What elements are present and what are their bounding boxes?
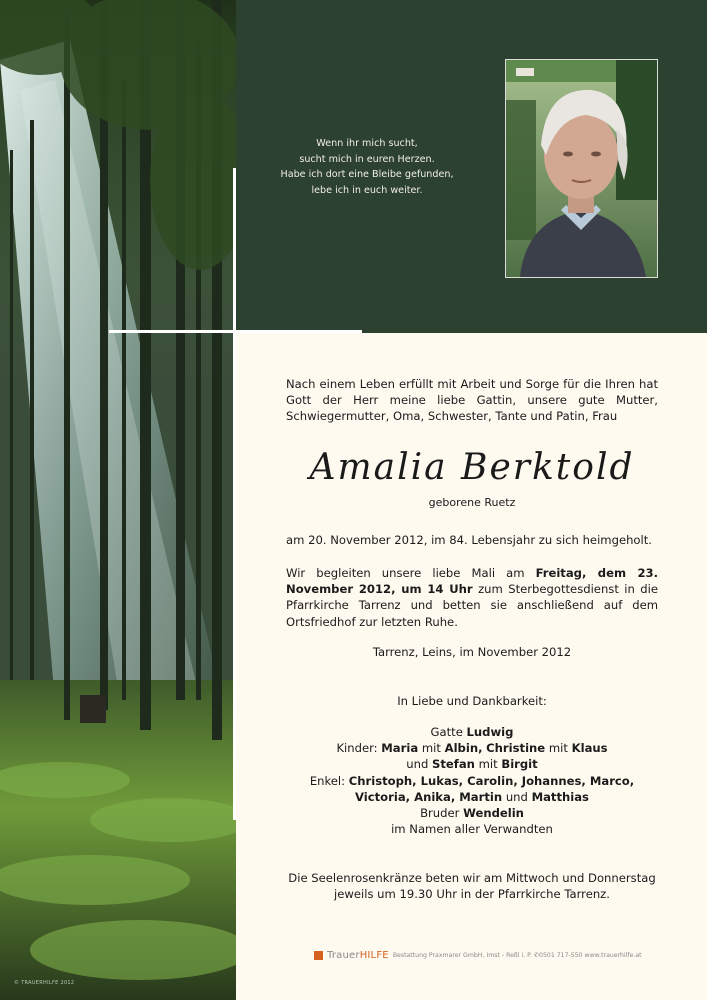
deceased-name: Amalia Berktold bbox=[309, 447, 635, 488]
child-name: Stefan bbox=[432, 757, 475, 772]
brand-logo[interactable] bbox=[327, 950, 389, 961]
photo-credit: © TRAUERHILFE 2012 bbox=[14, 980, 75, 986]
connector: und bbox=[406, 757, 429, 772]
cross-vertical-bar bbox=[233, 168, 236, 820]
rosary-line: Die Seelenrosenkränze beten wir am Mittwoch und Donnerstag bbox=[288, 871, 656, 885]
brother-label: Bruder bbox=[420, 806, 460, 821]
child-name: Maria bbox=[381, 741, 419, 756]
spouse-name: Birgit bbox=[501, 757, 538, 772]
grandchildren-label: Enkel: bbox=[309, 773, 346, 788]
rosary-line: jeweils um 19.30 Uhr in der Pfarrkirche Tarrenz. bbox=[334, 887, 610, 902]
family-line-relatives: im Namen aller Verwandten bbox=[391, 822, 553, 837]
brand-part: Trauer bbox=[327, 950, 360, 961]
child-name: Christine bbox=[486, 741, 546, 756]
rosary-notice bbox=[286, 870, 658, 902]
footer bbox=[314, 950, 664, 961]
place-date: Tarrenz, Leins, im November 2012 bbox=[372, 645, 572, 659]
connector: mit bbox=[421, 741, 441, 756]
family-line-grandchildren bbox=[286, 773, 658, 789]
forest-photo bbox=[0, 0, 236, 1000]
children-label: Kinder: bbox=[336, 741, 378, 756]
grandchildren-names: Victoria, Anika, Martin bbox=[355, 789, 503, 804]
poem-line: Wenn ihr mich sucht, bbox=[316, 138, 418, 149]
funeral-date: Freitag, dem 23. November 2012, um 14 Uhr bbox=[286, 566, 658, 597]
connector: mit bbox=[548, 741, 568, 756]
maiden-name: geborene Ruetz bbox=[428, 496, 516, 509]
poem bbox=[280, 136, 454, 198]
husband-name: Ludwig bbox=[466, 725, 514, 739]
family-line-grandchildren-2 bbox=[286, 789, 658, 805]
spouse-name: Klaus bbox=[571, 741, 608, 756]
family-list bbox=[286, 724, 658, 837]
poem-line: Habe ich dort eine Bleibe gefunden, bbox=[280, 169, 454, 180]
footer-contact: Bestattung Praxmarer GmbH, Imst - Reßl i. P. ✆0501 717-550 www.trauerhilfe.at bbox=[392, 952, 642, 959]
intro-text: Nach einem Leben erfüllt mit Arbeit und Sorge für die Ihren hat Gott der Herr meine liebe Gattin, unsere gute Mutter, Schwiegermutter, Oma, Schwester, Tante und Patin, Frau bbox=[286, 377, 658, 424]
family-line-brother bbox=[286, 805, 658, 821]
family-line-husband bbox=[286, 724, 658, 740]
cross-horizontal-bar bbox=[109, 330, 362, 333]
poem-line: lebe ich in euch weiter. bbox=[311, 184, 423, 196]
death-notice: am 20. November 2012, im 84. Lebensjahr zu sich heimgeholt. bbox=[286, 533, 652, 547]
brand-part: HILFE bbox=[359, 950, 389, 961]
spouse-name: Albin, bbox=[444, 741, 483, 756]
connector: mit bbox=[478, 757, 498, 772]
thanks-heading: In Liebe und Dankbarkeit: bbox=[397, 694, 547, 708]
poem-line: sucht mich in euren Herzen. bbox=[299, 153, 435, 165]
funeral-text-after: zum Sterbegottesdienst in die Pfarrkirche Tarrenz und betten sie anschließend auf dem Ortsfriedhof zur letzten Ruhe. bbox=[286, 582, 658, 629]
funeral-details bbox=[286, 565, 658, 630]
connector: und bbox=[505, 789, 528, 804]
family-line-children-2 bbox=[286, 756, 658, 772]
funeral-text-before: Wir begleiten unsere liebe Mali am bbox=[286, 566, 536, 580]
brother-name: Wendelin bbox=[463, 806, 524, 821]
husband-label: Gatte bbox=[430, 725, 463, 739]
family-line-children bbox=[286, 740, 658, 756]
trauerhilfe-logo-icon bbox=[314, 951, 323, 960]
portrait-photo bbox=[505, 59, 658, 278]
grandchildren-names: Matthias bbox=[531, 789, 589, 804]
grandchildren-names: Christoph, Lukas, Carolin, Johannes, Marco, bbox=[348, 773, 635, 788]
